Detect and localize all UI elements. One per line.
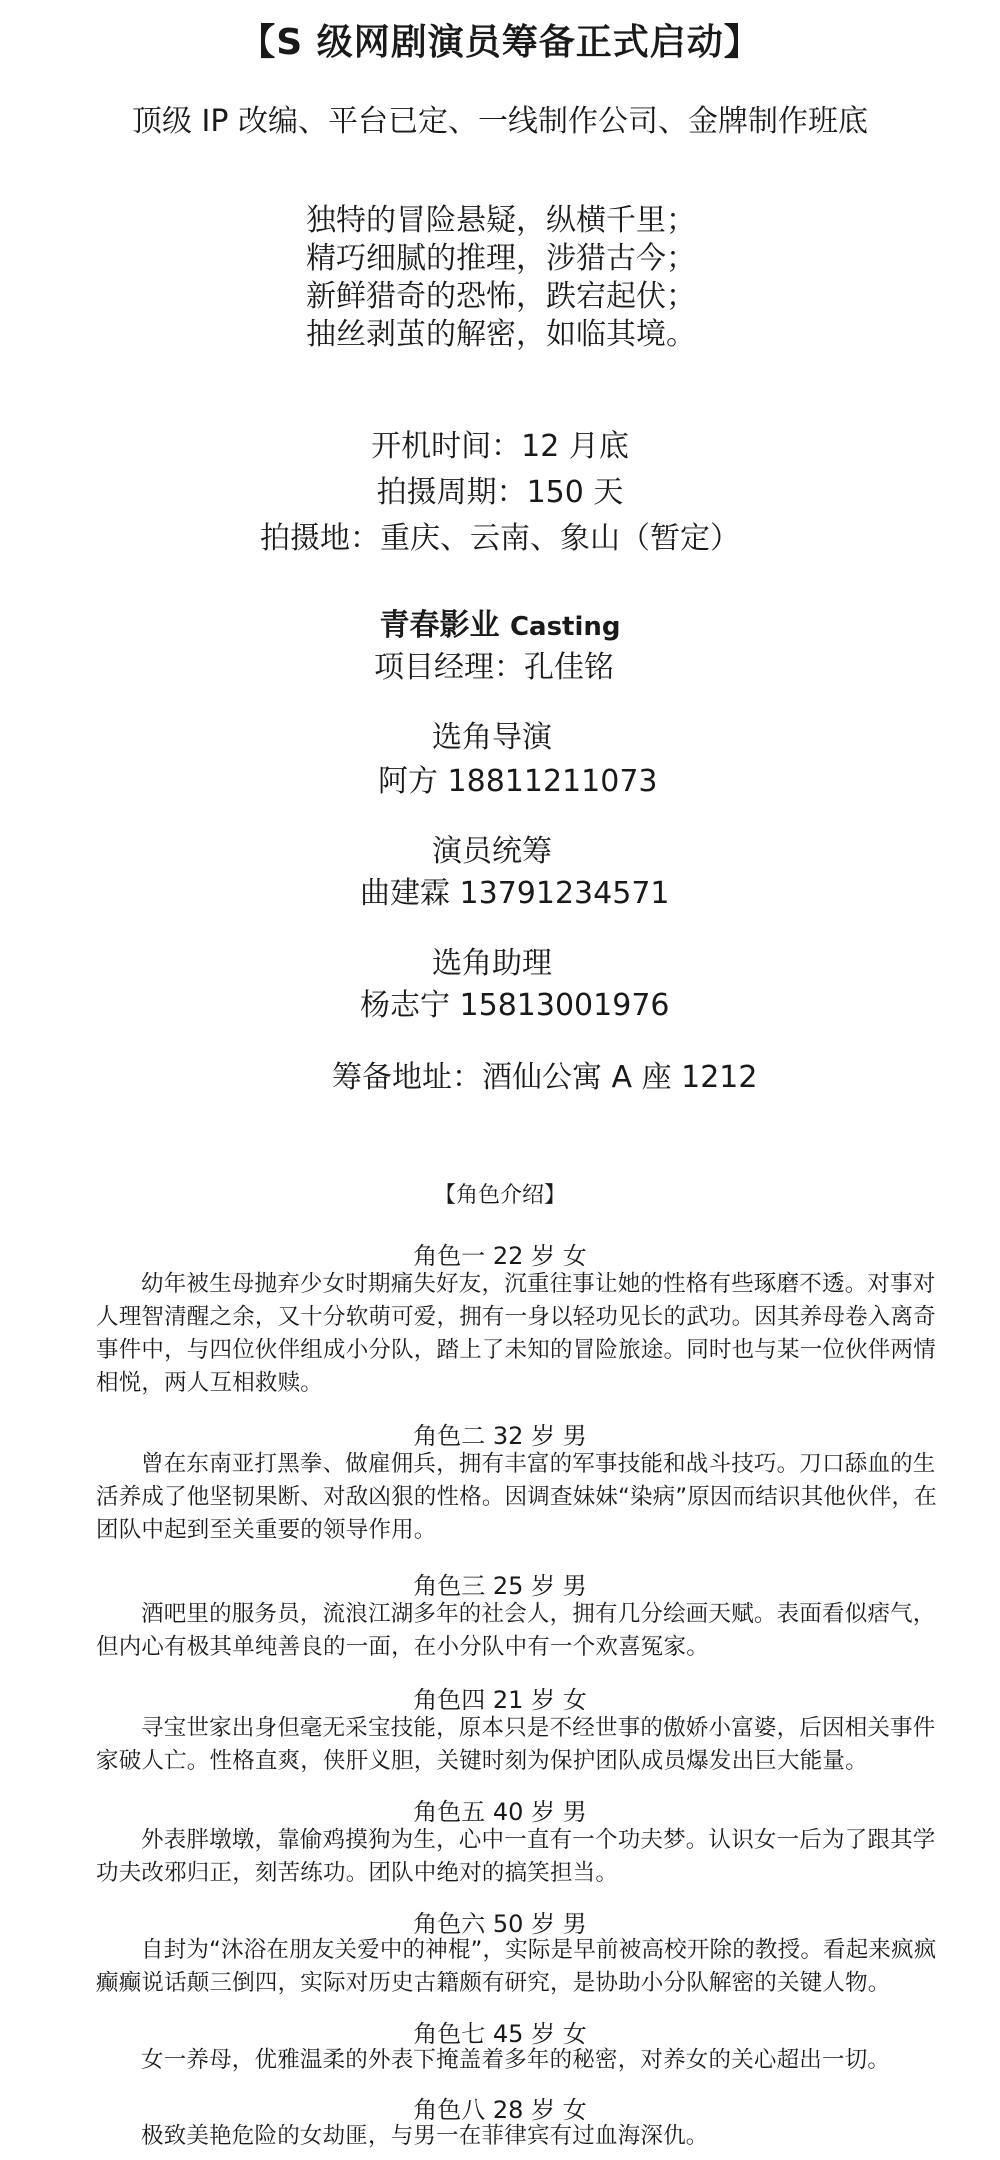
shooting-location: 拍摄地：重庆、云南、象山（暂定） bbox=[260, 521, 740, 556]
tagline-line: 独特的冒险悬疑，纵横千里； bbox=[306, 203, 696, 238]
role-description: 幼年被生母抛弃少女时期痛失好友，沉重往事让她的性格有些琢磨不透。对事对人理智清醒之余，又十分软萌可爱，拥有一身以轻功见长的武功。因其养母卷入离奇事件中，与四位伙伴组成小分队，踏上了未知的冒险旅途。同时也与某一位伙伴两情相悦，两人互相救赎。 bbox=[96, 1271, 936, 1396]
role-description: 酒吧里的服务员，流浪江湖多年的社会人，拥有几分绘画天赋。表面看似痞气，但内心有极其单纯善良的一面，在小分队中有一个欢喜冤家。 bbox=[96, 1601, 936, 1660]
role-description: 寻宝世家出身但毫无采宝技能，原本只是不经世事的傲娇小富婆，后因相关事件家破人亡。性格直爽，侠肝义胆，关键时刻为保护团队成员爆发出巨大能量。 bbox=[96, 1715, 936, 1774]
contact-role: 选角助理 bbox=[432, 946, 552, 981]
role-heading: 角色一 22 岁 女 bbox=[413, 1242, 587, 1270]
start-time: 开机时间：12 月底 bbox=[371, 429, 629, 464]
role-description: 曾在东南亚打黑拳、做雇佣兵，拥有丰富的军事技能和战斗技巧。刀口舔血的生活养成了他坚韧果断、对敌凶狠的性格。因调查妹妹“染病”原因而结识其他伙伴，在团队中起到至关重要的领导作用。 bbox=[96, 1451, 937, 1543]
role-heading: 角色四 21 岁 女 bbox=[413, 1686, 587, 1714]
contact-person: 阿方 18811211073 bbox=[378, 764, 658, 799]
contact-role: 选角导演 bbox=[432, 720, 552, 755]
contact-role: 演员统筹 bbox=[432, 834, 552, 869]
role-heading: 角色六 50 岁 男 bbox=[413, 1910, 587, 1938]
role-heading: 角色二 32 岁 男 bbox=[413, 1422, 587, 1450]
tagline-line: 精巧细腻的推理，涉猎古今； bbox=[306, 241, 696, 276]
role-heading: 角色五 40 岁 男 bbox=[413, 1798, 587, 1826]
tagline-line: 新鲜猎奇的恐怖，跌宕起伏； bbox=[306, 279, 696, 314]
role-description: 极致美艳危险的女劫匪，与男一在菲律宾有过血海深仇。 bbox=[141, 2123, 709, 2149]
tagline-line: 抽丝剥茧的解密，如临其境。 bbox=[306, 317, 696, 352]
tagline-block bbox=[306, 202, 696, 354]
casting-label: Casting bbox=[509, 612, 621, 642]
contact-person: 曲建霖 13791234571 bbox=[360, 876, 670, 911]
company-name: 青春影业 bbox=[379, 608, 500, 643]
role-description: 女一养母，优雅温柔的外表下掩盖着多年的秘密，对养女的关心超出一切。 bbox=[141, 2047, 891, 2073]
contact-person: 杨志宁 15813001976 bbox=[360, 988, 670, 1023]
roles-section-title: 【角色介绍】 bbox=[433, 1183, 566, 1208]
role-heading: 角色八 28 岁 女 bbox=[413, 2096, 587, 2124]
notice-title: 【S 级网剧演员筹备正式启动】 bbox=[239, 22, 761, 63]
company-heading bbox=[0, 600, 1000, 644]
preparation-address: 筹备地址：酒仙公寓 A 座 1212 bbox=[332, 1060, 758, 1095]
role-heading: 角色三 25 岁 男 bbox=[413, 1572, 587, 1600]
shooting-period: 拍摄周期：150 天 bbox=[376, 475, 624, 510]
project-manager: 项目经理：孔佳铭 bbox=[374, 650, 614, 685]
role-description: 自封为“沐浴在朋友关爱中的神棍”，实际是早前被高校开除的教授。看起来疯疯癫癫说话颠三倒四，实际对历史古籍颇有研究，是协助小分队解密的关键人物。 bbox=[96, 1937, 937, 1996]
role-description: 外表胖墩墩，靠偷鸡摸狗为生，心中一直有一个功夫梦。认识女一后为了跟其学功夫改邪归正，刻苦练功。团队中绝对的搞笑担当。 bbox=[96, 1827, 936, 1886]
role-heading: 角色七 45 岁 女 bbox=[413, 2020, 587, 2048]
schedule-block bbox=[0, 424, 1000, 562]
notice-subtitle: 顶级 IP 改编、平台已定、一线制作公司、金牌制作班底 bbox=[131, 104, 868, 139]
